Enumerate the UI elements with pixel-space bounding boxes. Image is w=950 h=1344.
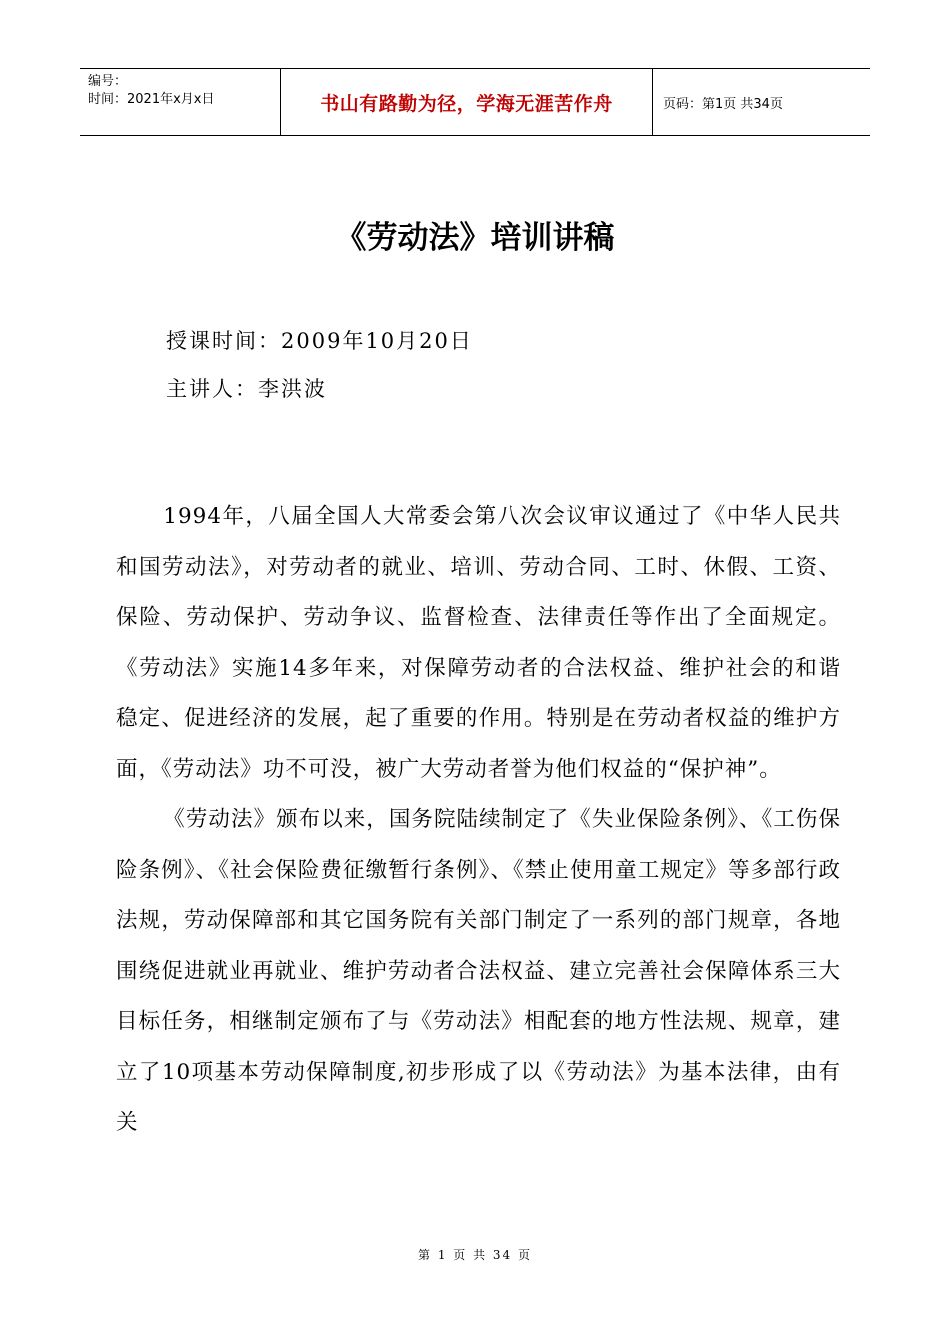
speaker: 主讲人：李洪波 [166,377,327,401]
body-paragraph: 《劳动法》颁布以来，国务院陆续制定了《失业保险条例》、《工伤保险条例》、《社会保险费征缴暂行条例》、《禁止使用童工规定》等多部行政法规，劳动保障部和其它国务院有关部门制定了一系列的部门规章，各地围绕促进就业再就业、维护劳动者合法权益、建立完善社会保障体系三大目标任务，相继制定颁布了与《劳动法》相配套的地方性法规、规章，建立了10项基本劳动保障制度,初步形成了以《劳动法》为基本法律，由有关 [116,807,841,1135]
document-title: 《劳动法》培训讲稿 [335,220,615,256]
header-page-info: 页码：第1页 共34页 [663,96,783,112]
document-number-label: 编号： [88,74,128,89]
document-time-label: 时间：2021年x月x日 [88,92,215,107]
document-body [116,492,841,1149]
page-footer: 第 1 页 共 34 页 [418,1248,532,1262]
body-paragraph: 1994年，八届全国人大常委会第八次会议审议通过了《中华人民共和国劳动法》，对劳动者的就业、培训、劳动合同、工时、休假、工资、保险、劳动保护、劳动争议、监督检查、法律责任等作出了全面规定。《劳动法》实施14多年来，对保障劳动者的合法权益、维护社会的和谐稳定、促进经济的发展，起了重要的作用。特别是在劳动者权益的维护方面，《劳动法》功不可没，被广大劳动者誉为他们权益的“保护神”。 [116,504,841,782]
header-meta-cell [80,69,281,135]
lecture-time: 授课时间：2009年10月20日 [166,329,473,353]
header-table [80,68,870,136]
header-motto: 书山有路勤为径，学海无涯苦作舟 [281,69,653,135]
